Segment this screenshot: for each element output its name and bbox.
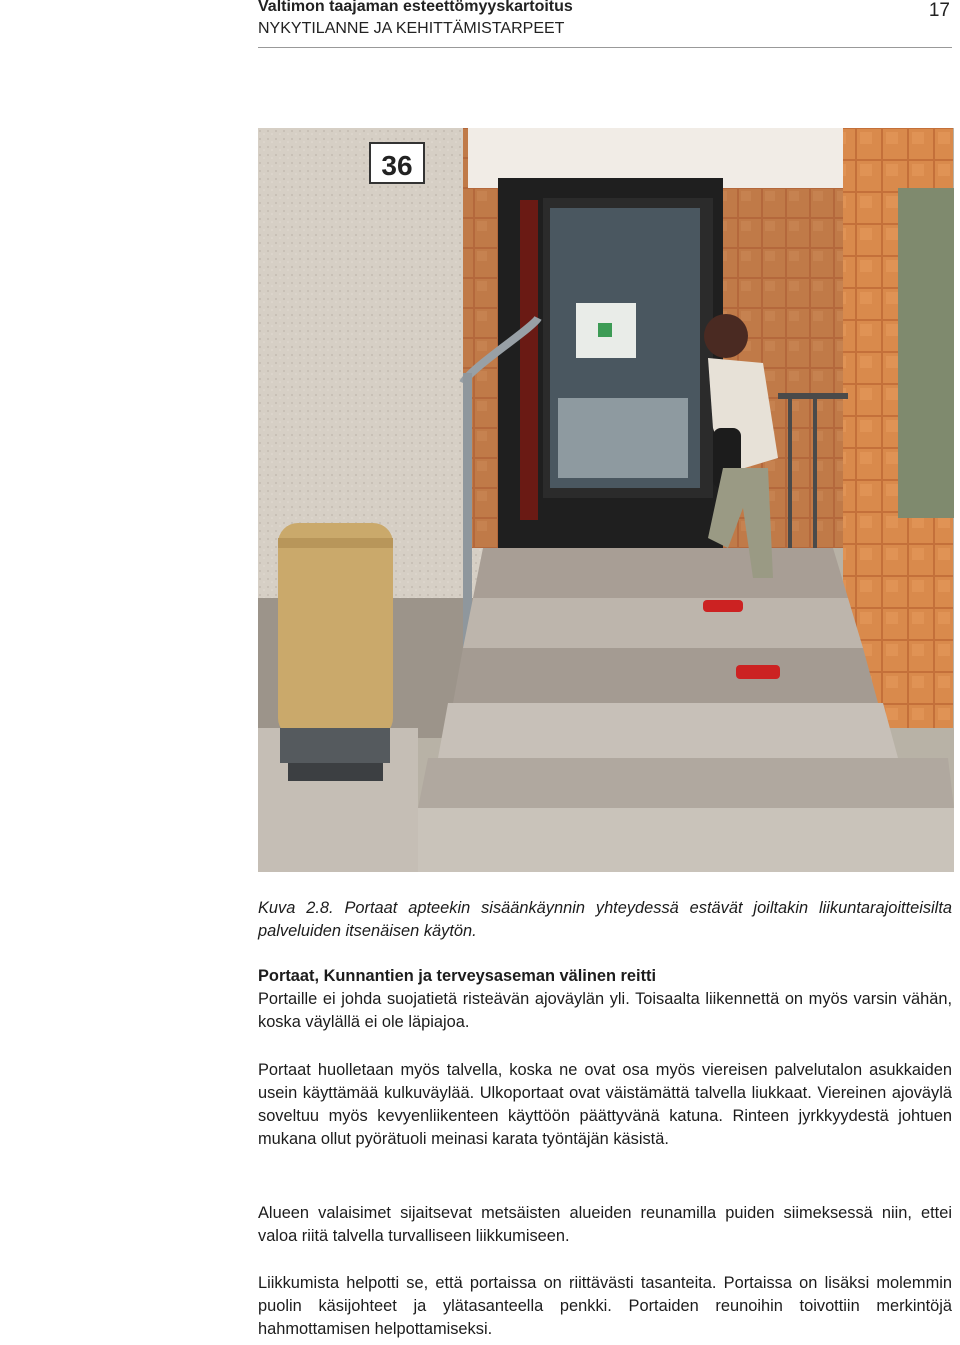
section-title: Portaat, Kunnantien ja terveysaseman välinen reitti — [258, 967, 657, 985]
section-portaat — [258, 965, 952, 1034]
paragraph-winter: Portaat huolletaan myös talvella, koska ne ovat osa myös viereisen palvelutalon asukkaiden usein käyttämää kulkuväylää. Ulkoportaat ovat väistämättä talvella liukkaat. Viereinen ajoväylä soveltuu myös kevyenliikenteen käyttöön päättyvänä katuna. Rinteen jyrkkyydestä johtuen mukana ollut pyörätuoli meinasi karata työntäjän käsistä. — [258, 1061, 952, 1148]
page-number: 17 — [928, 0, 950, 21]
document-title: Valtimon taajaman esteettömyyskartoitus — [258, 0, 573, 15]
page-header — [258, 0, 952, 50]
paragraph-landings: Liikkumista helpotti se, että portaissa on riittävästi tasanteita. Portaissa on lisäksi molemmin puolin käsijohteet ja ylätasanteella penkki. Portaiden reunoihin toivottiin merkintöjä hahmottamisen helpottamiseksi. — [258, 1274, 952, 1338]
figure-caption: Kuva 2.8. Portaat apteekin sisäänkäynnin yhteydessä estävät joiltakin liikuntarajoitteisilta palveluiden itsenäisen käytön. — [258, 899, 952, 940]
paragraph-crossing: Portaille ei johda suojatietä risteävän ajoväylän yli. Toisaalta liikennettä on myös varsin vähän, koska väylällä ei ole läpiajoa. — [258, 990, 952, 1031]
document-subtitle: NYKYTILANNE JA KEHITTÄMISTARPEET — [258, 20, 565, 37]
entrance-photo — [258, 128, 954, 872]
header-divider — [258, 47, 952, 48]
paragraph-lighting: Alueen valaisimet sijaitsevat metsäisten alueiden reunamilla puiden siimeksessä niin, ettei valoa riitä talvella turvalliseen liikkumiseen. — [258, 1204, 952, 1245]
house-number: 36 — [381, 150, 413, 181]
